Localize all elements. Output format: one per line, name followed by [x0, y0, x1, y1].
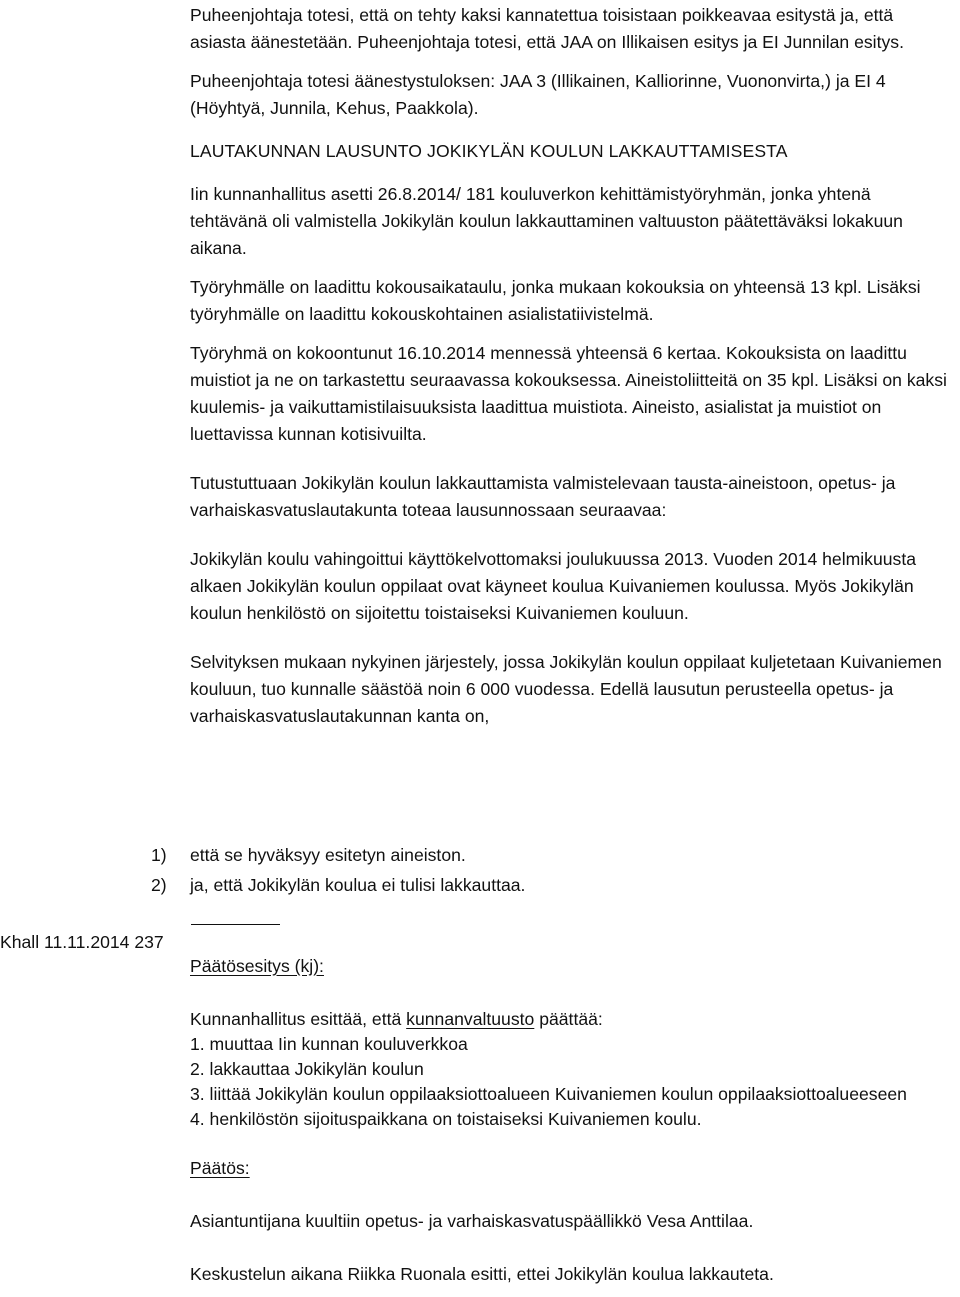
- proposal-intro-end: päättää:: [534, 1009, 603, 1029]
- minutes-body: [190, 2, 950, 730]
- list-item-text: että se hyväksyy esitetyn aineiston.: [190, 845, 466, 865]
- paragraph-working-group: Iin kunnanhallitus asetti 26.8.2014/ 181 kouluverkon kehittämistyöryhmän, jonka yhtenä tehtävänä oli valmistella Jokikylän koulun lakkauttaminen valtuuston päätettäväksi lokakuun aikana.: [190, 184, 903, 258]
- list-item-number: 1): [151, 845, 167, 865]
- decision-label: Päätös:: [190, 1158, 250, 1178]
- proposal-section: [190, 954, 950, 1287]
- meeting-reference: Khall 11.11.2014 237: [0, 932, 164, 952]
- paragraph-savings: Selvityksen mukaan nykyinen järjestely, jossa Jokikylän koulun oppilaat kuljetetaan Kuivaniemen kouluun, tuo kunnalle säästöä noin 6 000 vuodessa. Edellä lausutun perusteella opetus- ja varhaiskasvatuslautakunnan kanta on,: [190, 652, 942, 726]
- list-item: [151, 840, 911, 870]
- paragraph-school-damage: Jokikylän koulu vahingoittui käyttökelvottomaksi joulukuussa 2013. Vuoden 2014 helmikuusta alkaen Jokikylän koulun oppilaat ovat käyneet koulua Kuivaniemen koulussa. Myös Jokikylän koulun henkilöstö on sijoitettu toistaiseksi Kuivaniemen kouluun.: [190, 549, 917, 623]
- decision-expert: Asiantuntijana kuultiin opetus- ja varhaiskasvatuspäällikkö Vesa Anttilaa.: [190, 1211, 754, 1231]
- proposal-item: 4. henkilöstön sijoituspaikkana on toistaiseksi Kuivaniemen koulu.: [190, 1109, 702, 1129]
- proposal-item: 3. liittää Jokikylän koulun oppilaaksiottoalueen Kuivaniemen koulun oppilaaksiottoalueeseen: [190, 1084, 907, 1104]
- paragraph-vote-result: Puheenjohtaja totesi äänestystuloksen: JAA 3 (Illikainen, Kalliorinne, Vuononvirta,) ja EI 4 (Höyhtyä, Junnila, Kehus, Paakkola).: [190, 71, 886, 118]
- paragraph-board-statement: Tutustuttuaan Jokikylän koulun lakkauttamista valmistelevaan tausta-aineistoon, opetus- ja varhaiskasvatuslautakunta toteaa lausunnossaan seuraavaa:: [190, 473, 896, 520]
- paragraph-vote-proposals: Puheenjohtaja totesi, että on tehty kaksi kannatettua toisistaan poikkeavaa esitystä ja, että asiasta äänestetään. Puheenjohtaja totesi, että JAA on Illikaisen esitys ja EI Junnilan esitys.: [190, 5, 904, 52]
- list-item: [151, 870, 911, 900]
- proposal-item: 1. muuttaa Iin kunnan kouluverkkoa: [190, 1034, 468, 1054]
- proposal-intro: [190, 1007, 950, 1032]
- opinion-list: [151, 840, 911, 900]
- proposal-label: Päätösesitys (kj):: [190, 956, 324, 976]
- list-item-number: 2): [151, 875, 167, 895]
- paragraph-meeting-schedule: Työryhmälle on laadittu kokousaikataulu, jonka mukaan kokouksia on yhteensä 13 kpl. Lisäksi työryhmälle on laadittu kokouskohtainen asialistatiivistelmä.: [190, 277, 921, 324]
- list-item-text: ja, että Jokikylän koulua ei tulisi lakkauttaa.: [190, 875, 526, 895]
- proposal-item: 2. lakkauttaa Jokikylän koulun: [190, 1059, 424, 1079]
- section-heading: LAUTAKUNNAN LAUSUNTO JOKIKYLÄN KOULUN LAKKAUTTAMISESTA: [190, 141, 788, 161]
- council-link: kunnanvaltuusto: [406, 1009, 535, 1029]
- proposal-intro-start: Kunnanhallitus esittää, että: [190, 1009, 407, 1029]
- decision-discussion: Keskustelun aikana Riikka Ruonala esitti, ettei Jokikylän koulua lakkauteta.: [190, 1264, 774, 1284]
- separator-line: [191, 924, 280, 925]
- paragraph-meetings-held: Työryhmä on kokoontunut 16.10.2014 mennessä yhteensä 6 kertaa. Kokouksista on laadittu muistiot ja ne on tarkastettu seuraavassa kokouksessa. Aineistoliitteitä on 35 kpl. Lisäksi on kaksi kuulemis- ja vaikuttamistilaisuuksista laadittua muistiota. Aineisto, asialistat ja muistiot on luettavissa kunnan kotisivuilta.: [190, 343, 947, 444]
